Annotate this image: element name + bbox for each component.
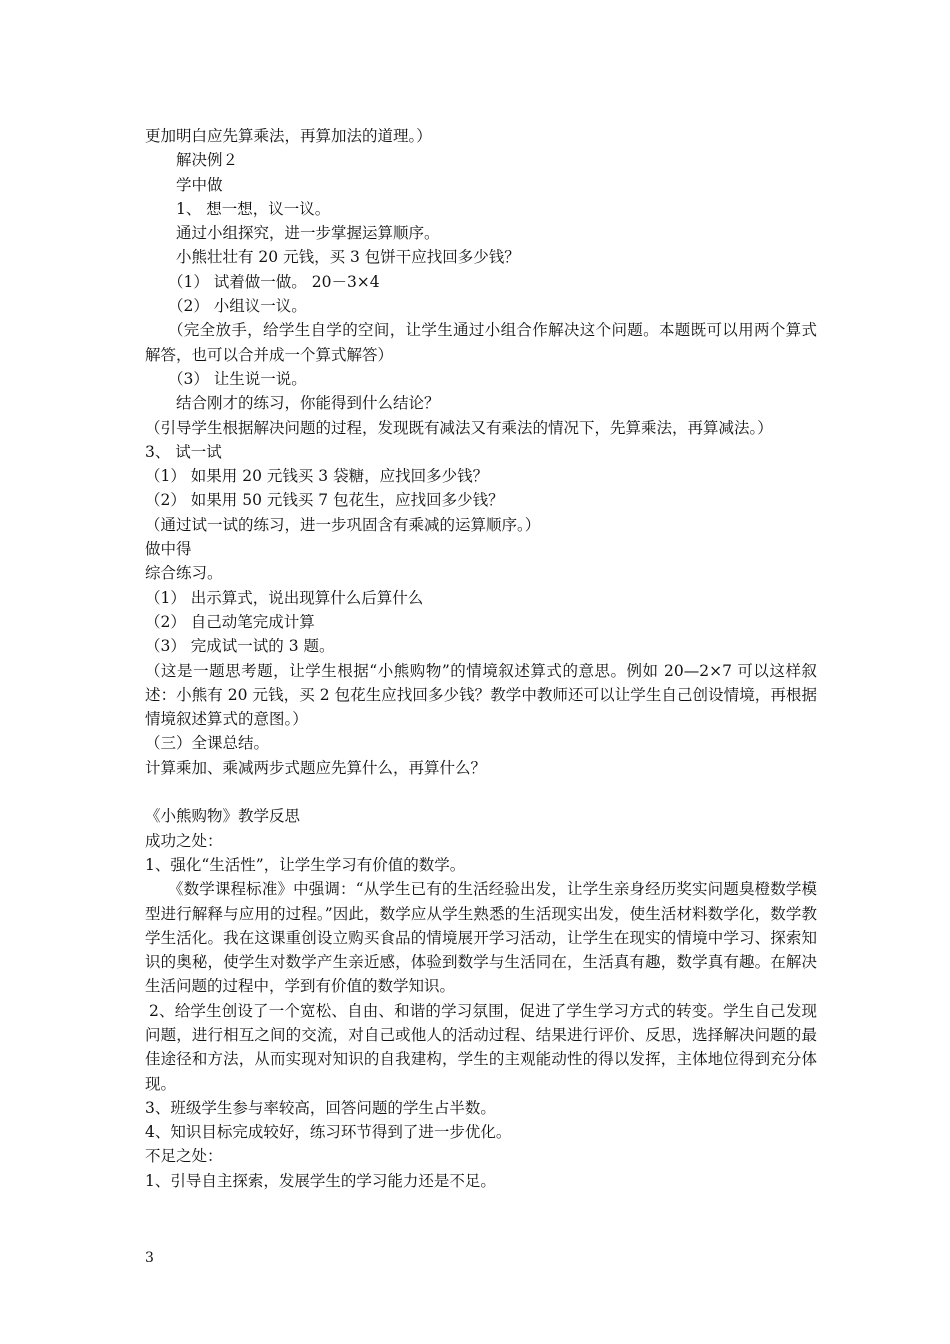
document-body	[145, 124, 817, 1193]
text-line: 通过小组探究，进一步掌握运算顺序。	[176, 224, 440, 243]
text-line: （1） 如果用 20 元钱买 3 袋糖，应找回多少钱？	[145, 467, 489, 486]
text-line: 3、 试一试	[145, 442, 222, 461]
text-paragraph: （这是一题思考题，让学生根据“小熊购物”的情境叙述算式的意思。例如 20—2×7 可以这样叙述：小熊有 20 元钱，买 2 包花生应找回多少钱？教学中教师还可以让学生自己创设情境，再根据情境叙述算式的意图。）	[145, 661, 817, 729]
text-line: 结合刚才的练习，你能得到什么结论？	[176, 394, 440, 413]
page-number: 3	[145, 1250, 154, 1266]
section-title: 《小熊购物》教学反思	[145, 807, 301, 826]
text-line: （3） 让生说一说。	[168, 369, 307, 388]
text-paragraph: 《数学课程标准》中强调：“从学生已有的生活经验出发，让学生亲身经历奖实问题臭橙数学模型进行解释与应用的过程。”因此，数学应从学生熟悉的生活现实出发，使生活材料数学化，数学教学生活化。我在这课重创设立购买食品的情境展开学习活动，让学生在现实的情境中学习、探索知识的奥秘，使学生对数学产生亲近感，体验到数学与生活同在，生活真有趣，数学真有趣。在解决生活问题的过程中，学到有价值的数学知识。	[145, 880, 817, 996]
text-line: 学中做	[176, 175, 223, 194]
text-line: （1） 试着做一做。 20－3×4	[168, 272, 380, 291]
text-line: （2） 自己动笔完成计算	[145, 612, 315, 631]
text-line: 不足之处：	[145, 1147, 223, 1166]
text-paragraph: （完全放手，给学生自学的空间，让学生通过小组合作解决这个问题。本题既可以用两个算式解答，也可以合并成一个算式解答）	[145, 321, 817, 364]
text-line: （2） 如果用 50 元钱买 7 包花生，应找回多少钱？	[145, 491, 504, 510]
text-line: （三）全课总结。	[145, 734, 270, 753]
text-line: （通过试一试的练习，进一步巩固含有乘减的运算顺序。）	[145, 515, 541, 534]
text-line: 小熊壮壮有 20 元钱，买 3 包饼干应找回多少钱？	[176, 248, 520, 267]
text-line: 做中得	[145, 540, 192, 559]
text-line: 1、 想一想，议一议。	[176, 199, 331, 218]
blank-line	[145, 780, 817, 804]
text-line: 计算乘加、乘减两步式题应先算什么，再算什么？	[145, 758, 487, 777]
text-line: （2） 小组议一议。	[168, 297, 307, 316]
text-line: 解决例２	[176, 151, 239, 170]
text-line: （1） 出示算式，说出现算什么后算什么	[145, 588, 424, 607]
text-line: 3、班级学生参与率较高，回答问题的学生占半数。	[145, 1098, 496, 1117]
text-line: 成功之处：	[145, 831, 223, 850]
text-paragraph: 2、给学生创设了一个宽松、自由、和谐的学习氛围，促进了学生学习方式的转变。学生自己发现问题，进行相互之间的交流，对自己或他人的活动过程、结果进行评价、反思，选择解决问题的最佳途径和方法，从而实现对知识的自我建构，学生的主观能动性的得以发挥，主体地位得到充分体现。	[145, 1001, 817, 1093]
text-line: 1、强化“生活性”，让学生学习有价值的数学。	[145, 855, 466, 874]
text-line: 4、知识目标完成较好，练习环节得到了进一步优化。	[145, 1123, 512, 1142]
text-line: 更加明白应先算乘法，再算加法的道理。）	[145, 127, 432, 145]
text-line: 1、引导自主探索，发展学生的学习能力还是不足。	[145, 1171, 496, 1190]
text-line: 综合练习。	[145, 564, 223, 583]
text-line: （3） 完成试一试的 3 题。	[145, 637, 335, 656]
text-line: （引导学生根据解决问题的过程，发现既有减法又有乘法的情况下，先算乘法，再算减法。）	[145, 418, 773, 437]
